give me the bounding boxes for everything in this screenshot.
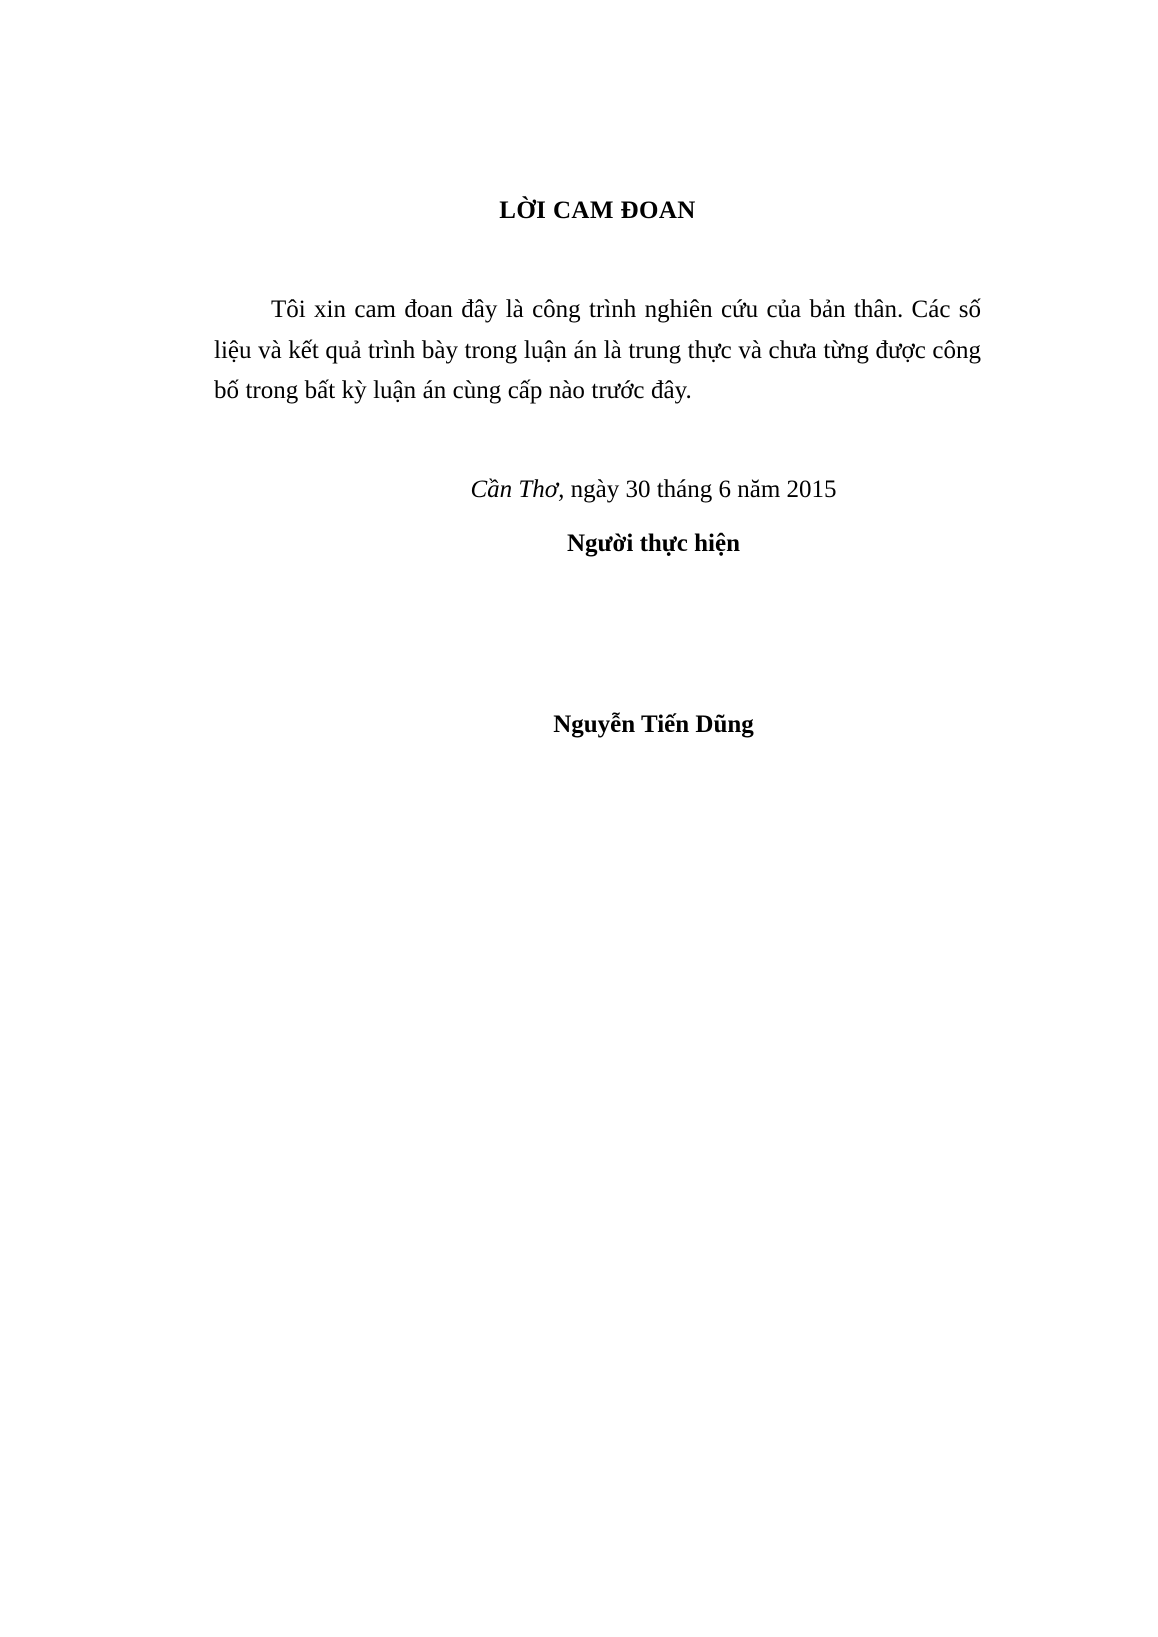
date-text: ngày 30 tháng 6 năm 2015: [570, 475, 837, 503]
place-name: Cần Thơ,: [470, 475, 565, 503]
page-title: LỜI CAM ĐOAN: [499, 197, 696, 224]
document-content: [214, 196, 981, 741]
place-date-line: [214, 474, 981, 507]
declaration-paragraph: Tôi xin cam đoan đây là công trình nghiên cứu của bản thân. Các số liệu và kết quả trình bày trong luận án là trung thực và chưa từng được công bố trong bất kỳ luận án cùng cấp nào trước đây.: [214, 296, 981, 404]
signer-role-label: Người thực hiện: [566, 530, 741, 557]
signer-name: Nguyễn Tiến Dũng: [553, 710, 754, 738]
